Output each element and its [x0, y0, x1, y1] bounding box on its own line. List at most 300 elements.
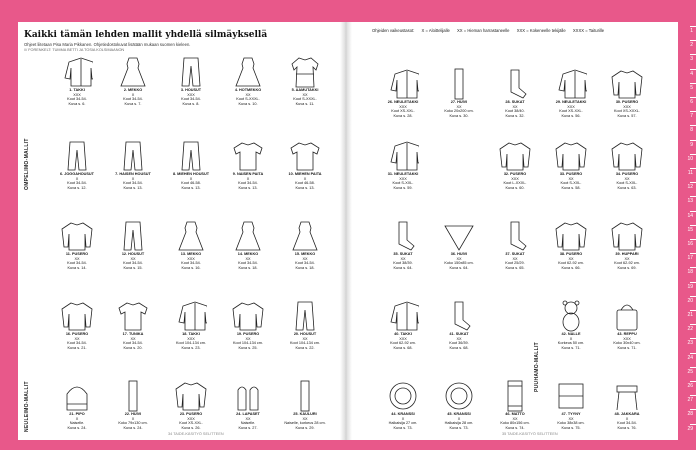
pattern-item[interactable] — [374, 140, 432, 190]
item-page: Kuva s. 73. — [449, 425, 469, 430]
item-size: Koot 34-54. — [67, 181, 87, 186]
item-level: XX — [456, 336, 462, 341]
item-size: Koko 79x130 cm. — [118, 421, 148, 426]
ruler-number: 25 — [687, 368, 693, 375]
sock-icon — [499, 220, 531, 252]
ruler-number: 19 — [687, 283, 693, 290]
item-level: XX — [400, 256, 406, 261]
pants-icon — [117, 140, 149, 172]
item-name: 23. PUSERO — [179, 412, 203, 416]
pattern-item[interactable] — [219, 300, 277, 350]
ruler-number: 24 — [687, 354, 693, 361]
item-level: XX — [74, 336, 80, 341]
bag-icon — [611, 300, 643, 332]
page-number: 34 — [168, 432, 173, 436]
item-name: 39. HUPPARI — [615, 252, 639, 256]
item-level: X — [131, 92, 135, 97]
ruler-tick — [690, 395, 696, 396]
footer-text: TAIDE-KÄSITYÖ SELITTEEN — [507, 432, 558, 436]
item-name: 1. TAKKI — [69, 88, 85, 92]
item-size: Koot 34-54. — [123, 261, 143, 266]
item-page: Kuva s. 14. — [67, 265, 87, 270]
pattern-item[interactable] — [486, 220, 544, 270]
item-page: Kuva s. 58. — [561, 185, 581, 190]
item-level: X — [246, 176, 250, 181]
item-name: 17. TUNIKA — [122, 332, 144, 336]
item-size: Koko 20x200 cm. — [444, 109, 474, 114]
scarf-icon — [443, 68, 475, 100]
item-page: Kuva s. 68. — [393, 345, 413, 350]
item-size: Koot S-XXXL. — [293, 97, 317, 102]
legend-label: Ohjeiden vaikeustasot: — [372, 28, 415, 33]
pattern-item[interactable] — [430, 300, 488, 350]
ruler-tick — [690, 54, 696, 55]
item-level: XX — [456, 104, 462, 109]
pattern-item[interactable] — [104, 300, 162, 350]
item-page: Kuva s. 65. — [505, 265, 525, 270]
item-level: XXX — [623, 104, 631, 109]
pattern-item[interactable] — [219, 140, 277, 190]
sweater-icon — [499, 140, 531, 172]
ruler-tick — [690, 381, 696, 382]
item-size: Naiselle. — [240, 421, 256, 426]
pattern-item[interactable] — [374, 380, 432, 430]
item-name: 41. SUKAT — [449, 332, 469, 336]
ruler-tick — [690, 282, 696, 283]
pattern-item[interactable] — [374, 68, 432, 118]
page-number: 35 — [502, 432, 507, 436]
item-size: Koot 46-58. — [295, 181, 315, 186]
pattern-item[interactable] — [162, 380, 220, 430]
item-size: Koot 104-134 cm. — [176, 341, 206, 346]
item-name: 29. NEULETAKKI — [555, 100, 587, 104]
item-level: XX — [568, 176, 574, 181]
item-name: 14. MEKKO — [237, 252, 259, 256]
page-edge-ruler — [678, 0, 696, 450]
item-name: 19. PUSERO — [236, 332, 260, 336]
item-level: X — [303, 176, 307, 181]
left-footer — [168, 432, 224, 436]
item-page: Kuva s. 64. — [449, 265, 469, 270]
item-name: 24. LAPASET — [236, 412, 260, 416]
item-name: 32. PUSERO — [503, 172, 527, 176]
item-level: XX — [302, 416, 308, 421]
item-size: Koot 34-54. — [123, 341, 143, 346]
item-name: 38. PUSERO — [559, 252, 583, 256]
item-size: Koot 34-54. — [295, 261, 315, 266]
item-level: XXX — [567, 104, 575, 109]
ruler-tick — [690, 97, 696, 98]
item-size: Koot 34-54. — [67, 97, 87, 102]
item-page: Kuva s. 59. — [393, 185, 413, 190]
item-name: 40. TAKKI — [394, 332, 412, 336]
pants-icon — [175, 56, 207, 88]
item-level: XXX — [187, 336, 195, 341]
shirt-icon — [232, 140, 264, 172]
pattern-item[interactable] — [219, 56, 277, 106]
ruler-tick — [690, 310, 696, 311]
item-page: Kuva s. 20. — [123, 345, 143, 350]
item-page: Kuva s. 13. — [238, 185, 258, 190]
pattern-item[interactable] — [104, 220, 162, 270]
legend-xx: XX = Hieman harrastaneelle — [457, 28, 510, 33]
item-page: Kuva s. 57. — [617, 113, 637, 118]
pattern-item[interactable] — [48, 380, 106, 430]
item-page: Kuva s. 22. — [295, 345, 315, 350]
item-level: XX — [512, 256, 518, 261]
pattern-item[interactable] — [486, 140, 544, 190]
dress-icon — [232, 220, 264, 252]
section-ompelumallit: OMPELIMO-MALLIT — [24, 138, 30, 190]
item-page: Kuva s. 18. — [238, 265, 258, 270]
jacket-icon — [61, 56, 93, 88]
pattern-item[interactable] — [219, 380, 277, 430]
item-page: Kuva s. 32. — [505, 113, 525, 118]
item-name: 5. AAMUTAKKI — [291, 88, 319, 92]
item-size: Koko 30x40 cm. — [613, 341, 641, 346]
ruler-tick — [690, 154, 696, 155]
pattern-item[interactable] — [542, 300, 600, 350]
item-page: Kuva s. 21. — [67, 345, 87, 350]
ruler-number: 20 — [687, 297, 693, 304]
shirt-icon — [117, 300, 149, 332]
item-name: 3. HOUSUT — [180, 88, 202, 92]
pattern-item[interactable] — [430, 380, 488, 430]
item-size: Koot 34-54. — [123, 181, 143, 186]
ruler-number: 10 — [687, 155, 693, 162]
item-level: X — [189, 176, 193, 181]
ruler-tick — [690, 83, 696, 84]
item-size: Koot 104-134 cm. — [233, 341, 263, 346]
ruler-tick — [690, 338, 696, 339]
item-size: Koot S-XXXL. — [236, 97, 260, 102]
ruler-number: 8 — [690, 127, 693, 134]
item-size: Koot XS-XXL. — [179, 421, 203, 426]
item-size: Koot S-XXL. — [616, 181, 638, 186]
pattern-item[interactable] — [48, 300, 106, 350]
item-name: 7. HAISEN HOUSUT — [115, 172, 151, 176]
sock-icon — [499, 68, 531, 100]
item-name: 18. TAKKI — [182, 332, 200, 336]
item-level: XXX — [187, 92, 195, 97]
sweater-icon — [611, 220, 643, 252]
item-size: Koot 25/29. — [505, 261, 525, 266]
item-size: Koot 34-54. — [67, 341, 87, 346]
pattern-item[interactable] — [48, 140, 106, 190]
pattern-item[interactable] — [162, 56, 220, 106]
ruler-tick — [690, 324, 696, 325]
item-size: Koot 34-54. — [617, 421, 637, 426]
ruler-number: 14 — [687, 212, 693, 219]
pattern-item[interactable] — [486, 68, 544, 118]
pillow-icon — [555, 380, 587, 412]
sweater-icon — [555, 220, 587, 252]
jacket-icon — [387, 300, 419, 332]
scarf-icon — [289, 380, 321, 412]
item-page: Kuva s. 12. — [67, 185, 87, 190]
pattern-item[interactable] — [48, 220, 106, 270]
item-level: X — [131, 416, 135, 421]
item-size: Koko 80x156 cm. — [500, 421, 530, 426]
difficulty-legend — [372, 28, 672, 36]
item-size: Koot 38/40. — [505, 109, 525, 114]
item-page: Kuva s. 13. — [181, 185, 201, 190]
item-level: XXX — [73, 92, 81, 97]
pattern-item[interactable] — [104, 140, 162, 190]
pattern-item[interactable] — [486, 380, 544, 430]
item-name: 35. SUKAT — [393, 252, 413, 256]
item-size: Koot 38/39. — [393, 261, 413, 266]
item-page: Kuva s. 18. — [295, 265, 315, 270]
ruler-tick — [690, 253, 696, 254]
item-level: XX — [624, 176, 630, 181]
sweater-icon — [232, 300, 264, 332]
pattern-item[interactable] — [374, 220, 432, 270]
stool-icon — [611, 380, 643, 412]
item-page: Kuva s. 26. — [181, 425, 201, 430]
pattern-item[interactable] — [542, 220, 600, 270]
pattern-item[interactable] — [542, 140, 600, 190]
item-level: XX — [568, 256, 574, 261]
item-name: 36. HUIVI — [450, 252, 468, 256]
item-level: XX — [245, 336, 251, 341]
dress-icon — [289, 220, 321, 252]
pattern-item[interactable] — [162, 300, 220, 350]
item-size: Koot 104-134 cm. — [290, 341, 320, 346]
item-page: Kuva s. 66. — [561, 265, 581, 270]
item-page: Kuva s. 13. — [123, 185, 143, 190]
item-page: Kuva s. 29. — [295, 425, 315, 430]
item-name: 15. MEKKO — [294, 252, 316, 256]
wreath-icon — [387, 380, 419, 412]
ruler-number: 16 — [687, 241, 693, 247]
item-size: Koot S-XXL. — [392, 181, 414, 186]
item-name: 47. TYYNY — [561, 412, 581, 416]
ruler-number: 1 — [690, 28, 693, 34]
item-name: 34. PUSERO — [615, 172, 639, 176]
item-size: Koko 38x38 cm. — [557, 421, 585, 426]
pattern-item[interactable] — [162, 140, 220, 190]
ruler-tick — [690, 225, 696, 226]
item-name: 4. HOTMEKKO — [234, 88, 262, 92]
item-page: Kuva s. 63. — [617, 185, 637, 190]
item-name: 45. KRANSSI — [447, 412, 471, 416]
item-level: XX — [302, 256, 308, 261]
item-size: Koot 62-92 cm. — [558, 261, 584, 266]
ruler-number: 4 — [690, 70, 693, 77]
item-name: 16. PUSERO — [65, 332, 89, 336]
pants-icon — [175, 140, 207, 172]
item-level: XX — [512, 104, 518, 109]
item-page: Kuva s. 68. — [449, 345, 469, 350]
item-name: 12. HOUSUT — [121, 252, 145, 256]
item-size: Koot 62-92 cm. — [614, 261, 640, 266]
sweater-icon — [175, 380, 207, 412]
item-page: Kuva s. 74. — [505, 425, 525, 430]
item-level: XX — [302, 92, 308, 97]
scarf-icon — [117, 380, 149, 412]
jacket-icon — [555, 68, 587, 100]
item-size: Halkaisija 27 cm. — [388, 421, 418, 426]
pattern-item[interactable] — [430, 220, 488, 270]
item-name: 10. MIEHEN PAITA — [288, 172, 322, 176]
item-level: XXX — [399, 336, 407, 341]
pants-icon — [61, 140, 93, 172]
pattern-item[interactable] — [598, 380, 656, 430]
ruler-number: 27 — [687, 397, 693, 404]
pattern-item[interactable] — [598, 300, 656, 350]
item-name: 26. NEULETAKKI — [387, 100, 419, 104]
item-size: Koko 150x85 cm. — [444, 261, 474, 266]
ruler-tick — [690, 239, 696, 240]
pattern-item[interactable] — [430, 68, 488, 118]
pattern-item[interactable] — [276, 300, 334, 350]
item-page: Kuva s. 23. — [181, 345, 201, 350]
item-level: XX — [302, 336, 308, 341]
item-level: XX — [74, 256, 80, 261]
item-page: Kuva s. 15. — [123, 265, 143, 270]
item-size: Koot 34-54. — [123, 97, 143, 102]
ruler-tick — [690, 125, 696, 126]
item-size: Korkeus 50 cm. — [557, 341, 585, 346]
ruler-number: 12 — [687, 184, 693, 191]
item-name: 30. PUSERO — [615, 100, 639, 104]
ruler-number: 21 — [687, 312, 693, 318]
item-level: XX — [245, 256, 251, 261]
item-page: Kuva s. 10. — [238, 101, 258, 106]
item-size: Naiselle, korkeus 28 cm. — [284, 421, 326, 426]
mitten-icon — [232, 380, 264, 412]
pants-icon — [117, 220, 149, 252]
right-page — [352, 22, 678, 440]
ruler-tick — [690, 211, 696, 212]
item-page: Kuva s. 71. — [617, 345, 637, 350]
shawl-icon — [443, 220, 475, 252]
pattern-item[interactable] — [276, 220, 334, 270]
legend-xxx: XXX = Kokeneelle tekijälle — [516, 28, 566, 33]
ruler-tick — [690, 296, 696, 297]
item-page: Kuva s. 24. — [123, 425, 143, 430]
item-name: 28. SUKAT — [505, 100, 525, 104]
ruler-tick — [690, 267, 696, 268]
item-name: 27. HUIVI — [450, 100, 468, 104]
sweater-icon — [555, 140, 587, 172]
item-name: 8. MIEHEN HOUSUT — [172, 172, 210, 176]
ruler-number: 18 — [687, 269, 693, 276]
item-level: XX — [245, 416, 251, 421]
pattern-item[interactable] — [48, 56, 106, 106]
legend-xxxx: XXXX = Taiturille — [572, 28, 605, 33]
sweater-icon — [61, 300, 93, 332]
pattern-item[interactable] — [374, 300, 432, 350]
item-name: 21. PIPO — [69, 412, 85, 416]
item-level: X — [457, 416, 461, 421]
item-level: X — [131, 176, 135, 181]
item-page: Kuva s. 71. — [561, 345, 581, 350]
item-level: XX — [568, 416, 574, 421]
sweater-icon — [61, 220, 93, 252]
item-size: Koot 34-54. — [181, 261, 201, 266]
ruler-number: 22 — [687, 326, 693, 333]
ruler-number: 17 — [687, 255, 693, 262]
item-size: Koot XS-XXXL. — [614, 109, 640, 114]
pattern-item[interactable] — [104, 56, 162, 106]
ruler-tick — [690, 69, 696, 70]
pattern-item[interactable] — [276, 140, 334, 190]
item-size: Koot 34-54. — [181, 97, 201, 102]
item-size: Koot 34-54. — [238, 261, 258, 266]
pattern-item[interactable] — [542, 68, 600, 118]
item-level: X — [75, 416, 79, 421]
item-page: Kuva s. 16. — [181, 265, 201, 270]
item-name: 37. SUKAT — [505, 252, 525, 256]
item-page: Kuva s. 11. — [295, 101, 315, 106]
sweater-icon — [611, 140, 643, 172]
ruler-number: 15 — [687, 226, 693, 233]
pattern-item[interactable] — [276, 380, 334, 430]
item-name: 31. NEULETAKKI — [387, 172, 419, 176]
item-name: 46. MATTO — [505, 412, 525, 416]
ruler-tick — [690, 168, 696, 169]
item-size: Koot 34-54. — [67, 261, 87, 266]
pattern-item[interactable] — [219, 220, 277, 270]
item-level: XXX — [399, 176, 407, 181]
item-page: Kuva s. 60. — [505, 185, 525, 190]
pattern-item[interactable] — [162, 220, 220, 270]
item-size: Koot L-XXXL. — [503, 181, 527, 186]
item-name: 13. MEKKO — [180, 252, 202, 256]
item-name: 25. KAULURI — [293, 412, 317, 416]
item-name: 6. JOGGAHOUSUT — [60, 172, 94, 176]
item-page: Kuva s. 8. — [182, 101, 200, 106]
ruler-tick — [690, 182, 696, 183]
item-level: X — [401, 416, 405, 421]
item-level: X — [569, 336, 573, 341]
ruler-tick — [690, 140, 696, 141]
item-name: 22. HUIVI — [124, 412, 142, 416]
section-puuhamallit: PUUHAMO-MALLIT — [534, 341, 540, 392]
item-page: Kuva s. 69. — [617, 265, 637, 270]
pattern-item[interactable] — [598, 220, 656, 270]
ruler-tick — [690, 111, 696, 112]
item-level: XXX — [187, 256, 195, 261]
pattern-item[interactable] — [542, 380, 600, 430]
ruler-tick — [690, 409, 696, 410]
footer-text: TAIDE-KÄSITYÖ SELITTEEN — [173, 432, 224, 436]
ruler-number: 28 — [687, 411, 693, 418]
item-size: Halkaisija 28 cm. — [444, 421, 474, 426]
right-footer — [502, 432, 558, 436]
section-neulemallit: NEULEIMO-MALLIT — [24, 381, 30, 432]
item-level: XXX — [187, 416, 195, 421]
item-page: Kuva s. 13. — [295, 185, 315, 190]
dress-icon — [117, 56, 149, 88]
bear-icon — [555, 300, 587, 332]
item-level: XXX — [511, 176, 519, 181]
item-level: X — [75, 176, 79, 181]
ruler-number: 29 — [687, 425, 693, 432]
pattern-item[interactable] — [104, 380, 162, 430]
item-name: 20. HOUSUT — [293, 332, 317, 336]
item-level: XX — [245, 92, 251, 97]
ruler-number: 3 — [690, 56, 693, 63]
pattern-item[interactable] — [276, 56, 334, 106]
pattern-item[interactable] — [598, 140, 656, 190]
pattern-item[interactable] — [598, 68, 656, 118]
wreath-icon — [443, 380, 475, 412]
ruler-number: 2 — [690, 42, 693, 49]
ruler-tick — [690, 424, 696, 425]
